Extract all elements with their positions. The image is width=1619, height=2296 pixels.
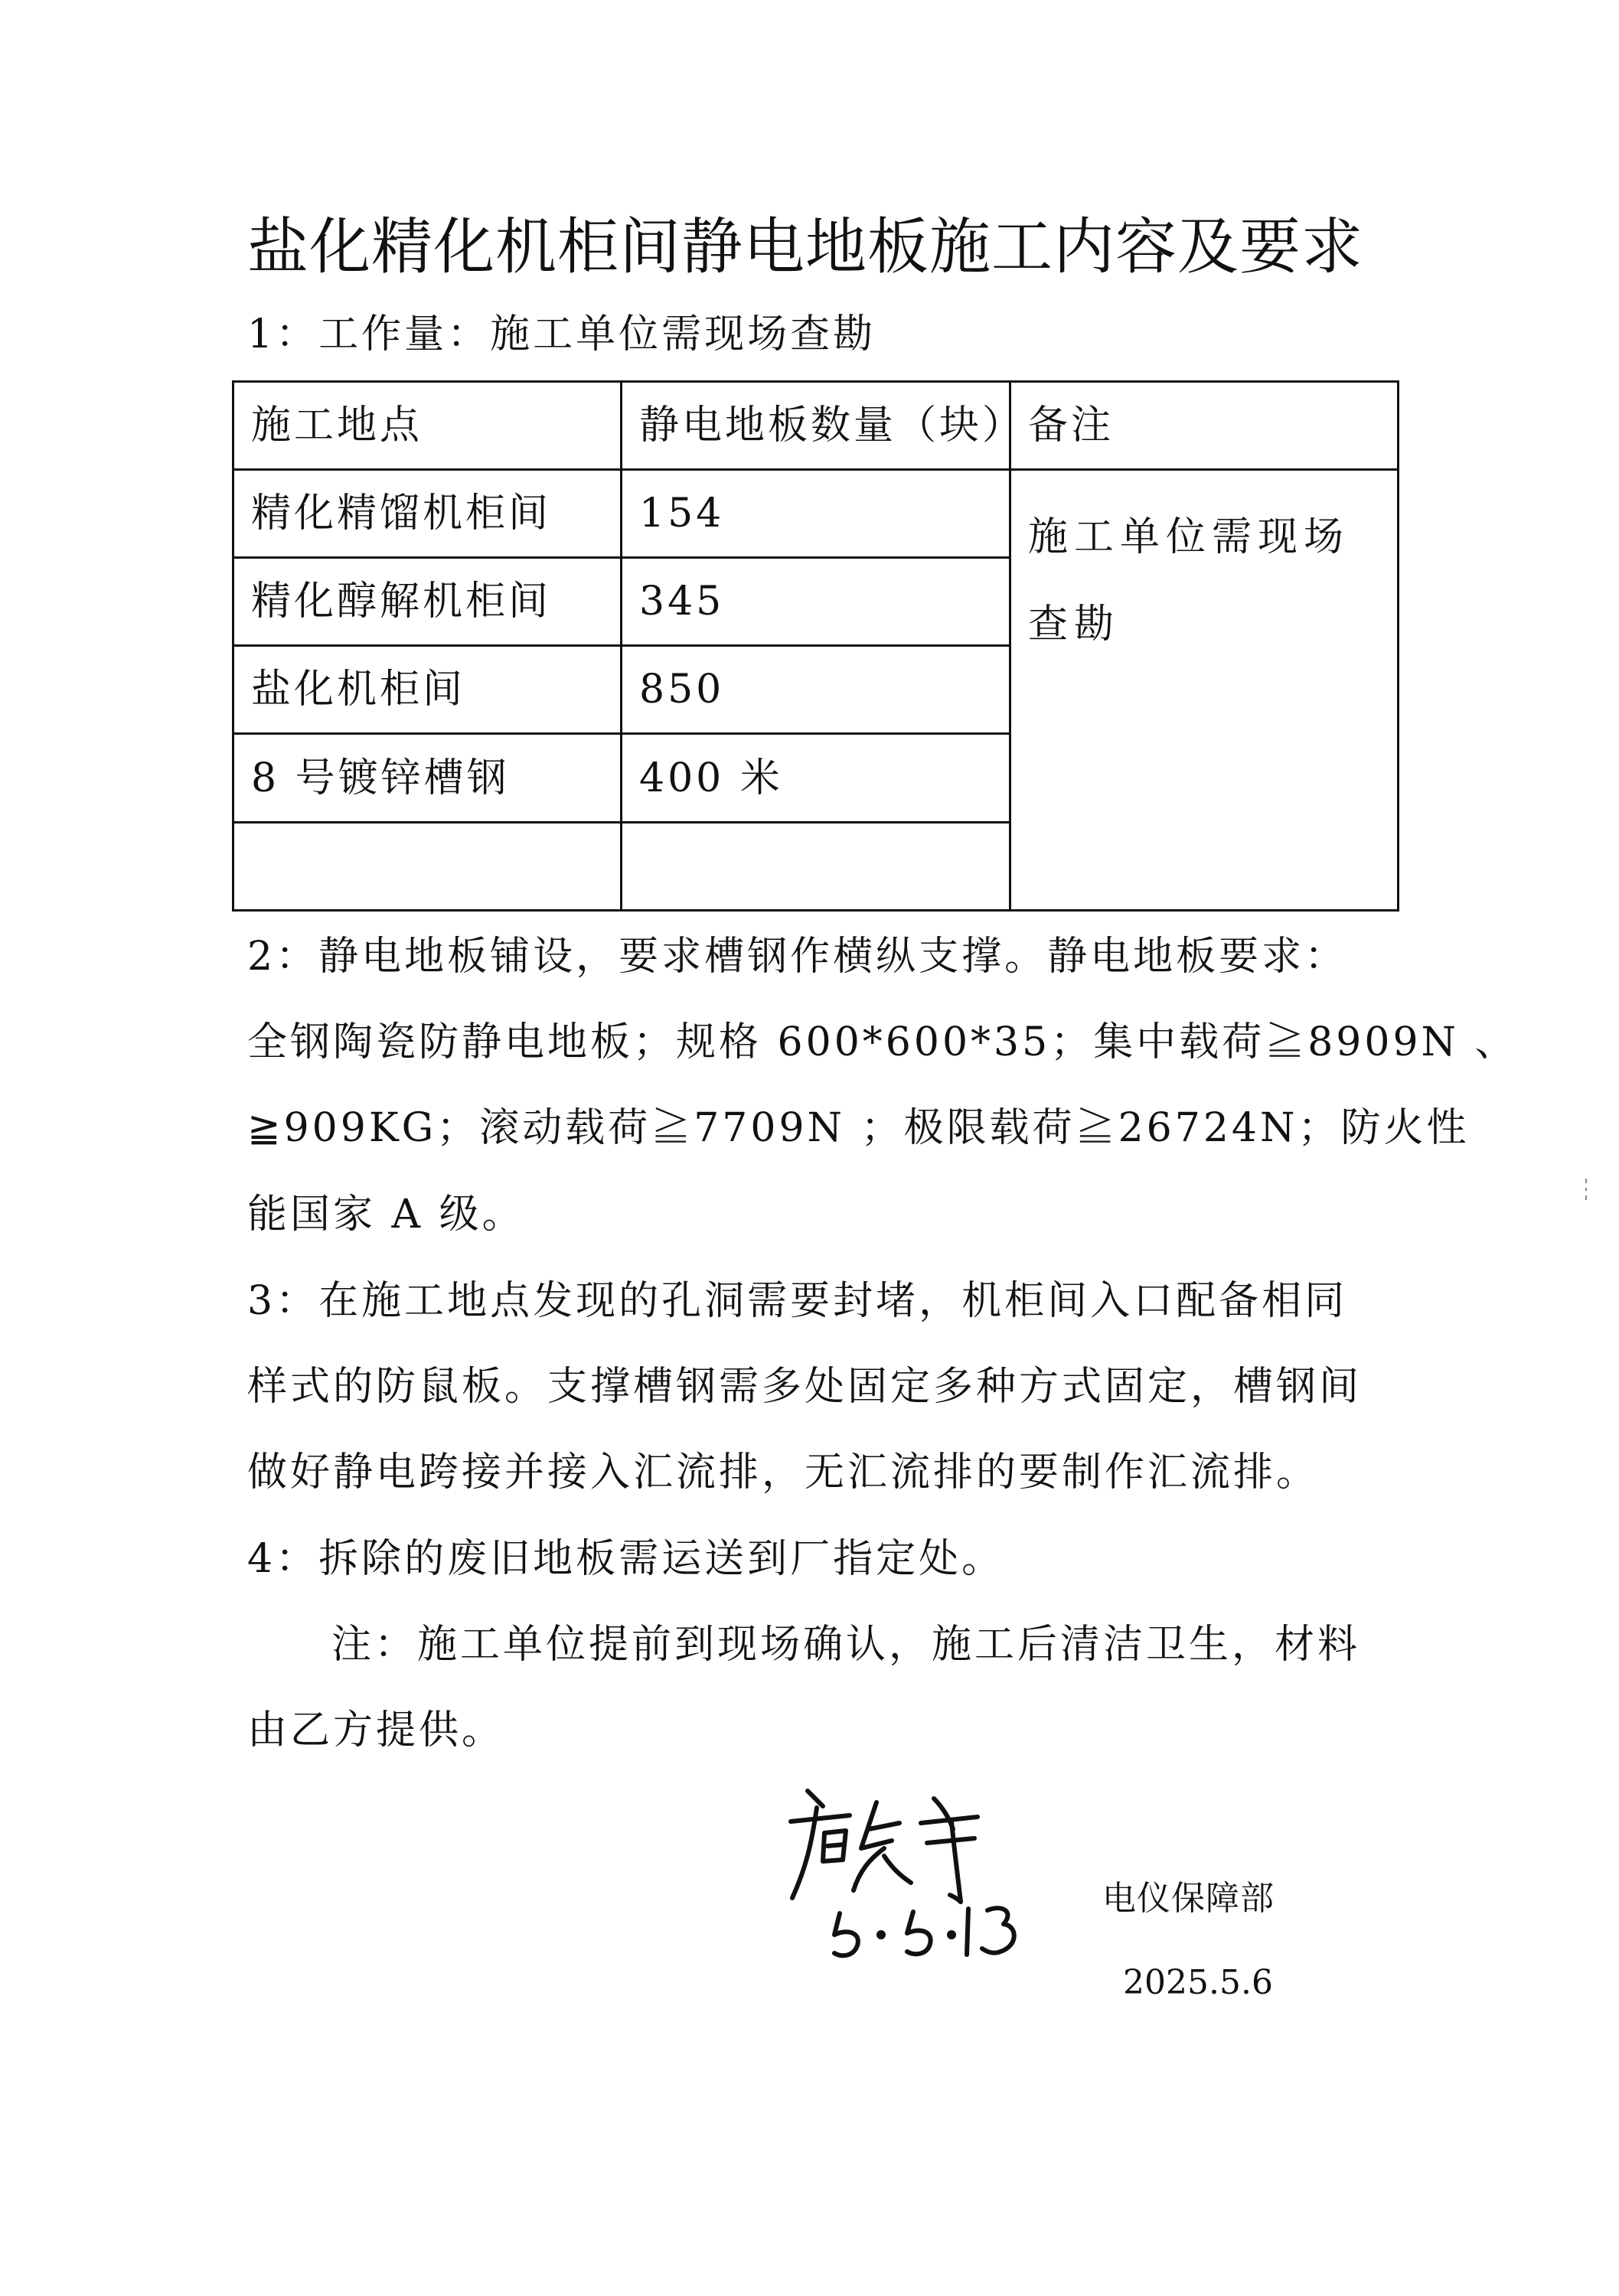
section-2-line: ≧909KG；滚动载荷≧7709N ；极限载荷≧26724N；防火性 [247,1105,1470,1151]
handwritten-date [831,1898,1030,1967]
construction-table [232,380,1399,912]
section-3-line: 3：在施工地点发现的孔洞需要封堵，机柜间入口配备相同 [247,1278,1348,1324]
page-title: 盐化精化机柜间静电地板施工内容及要求 [247,211,1363,282]
document-date: 2025.5.6 [1123,1963,1273,2002]
header-location: 施工地点 [233,382,622,470]
table-row [233,470,1399,558]
section-3-line: 样式的防鼠板。支撑槽钢需多处固定多种方式固定，槽钢间 [247,1364,1363,1410]
location-cell: 精化醇解机柜间 [233,558,622,646]
header-quantity: 静电地板数量（块） [622,382,1010,470]
section-2-line: 2：静电地板铺设，要求槽钢作横纵支撑。静电地板要求： [247,934,1348,980]
location-cell: 精化精馏机柜间 [233,470,622,558]
department-name: 电仪保障部 [1102,1879,1275,1918]
quantity-cell: 850 [622,646,1010,734]
quantity-cell: 400 米 [622,734,1010,823]
section-4-line: 4：拆除的废旧地板需运送到厂指定处。 [247,1536,1005,1582]
remark-cell: 施工单位需现场查勘 [1010,470,1399,911]
section-2-line: 全钢陶瓷防静电地板；规格 600*600*35；集中载荷≧8909N 、 [247,1019,1518,1065]
scan-speck [1584,1179,1588,1202]
section-2-line: 能国家 A 级。 [247,1192,525,1238]
handwritten-signature [777,1776,1007,1906]
quantity-cell: 154 [622,470,1010,558]
location-cell: 8 号镀锌槽钢 [233,734,622,823]
note-line: 注：施工单位提前到现场确认，施工后清洁卫生，材料 [331,1622,1361,1668]
quantity-cell: 345 [622,558,1010,646]
table-header-row [233,382,1399,470]
location-cell [233,823,622,911]
section-1-workload: 1：工作量：施工单位需现场查勘 [247,311,876,357]
note-line: 由乙方提供。 [247,1707,505,1753]
location-cell: 盐化机柜间 [233,646,622,734]
quantity-cell [622,823,1010,911]
header-remark: 备注 [1010,382,1399,470]
section-3-line: 做好静电跨接并接入汇流排，无汇流排的要制作汇流排。 [247,1450,1320,1495]
